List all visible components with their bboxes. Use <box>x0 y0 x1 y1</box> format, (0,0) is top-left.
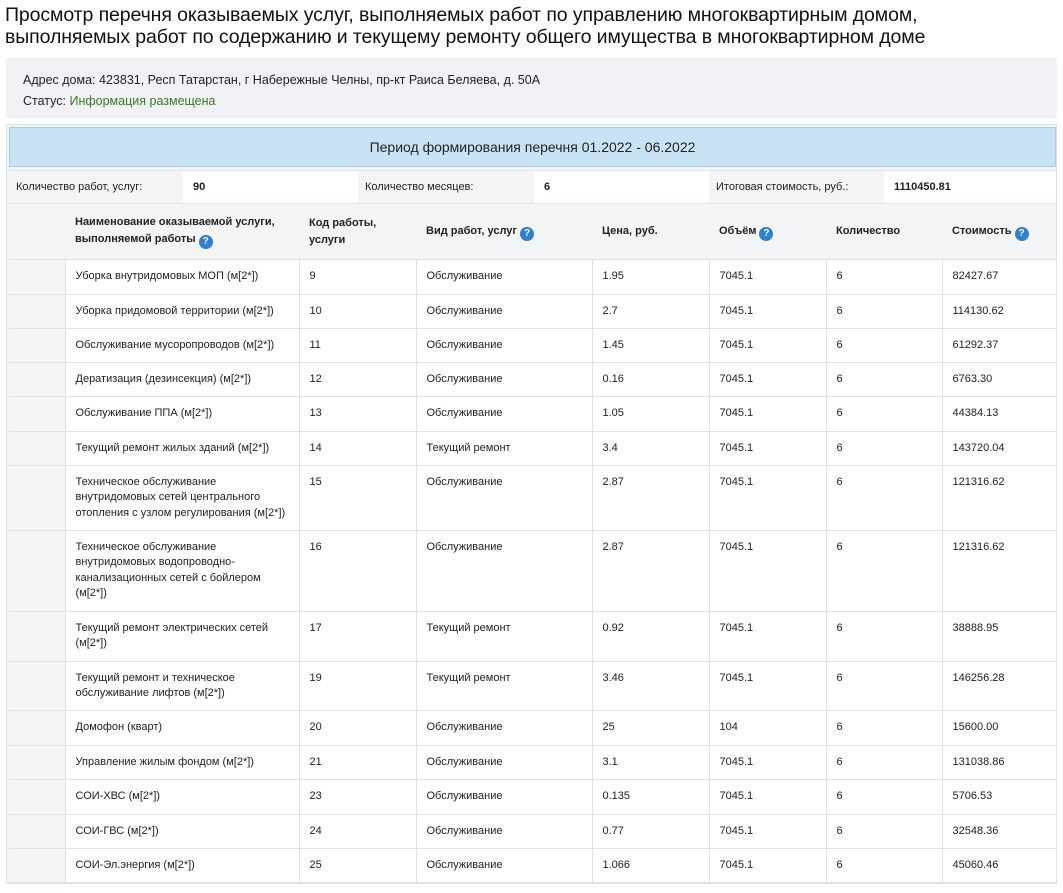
cell-volume: 7045.1 <box>709 611 826 661</box>
cell-type: Обслуживание <box>416 779 592 814</box>
cell-type: Текущий ремонт <box>416 431 592 465</box>
works-count-label: Количество работ, услуг: <box>9 171 183 203</box>
cell-name: Уборка придомовой территории (м[2*]) <box>65 294 299 328</box>
cell-cost: 82427.67 <box>942 259 1056 294</box>
works-count-value: 90 <box>183 171 358 203</box>
cell-price: 0.77 <box>592 814 709 848</box>
table-row <box>9 611 1056 661</box>
period-header: Период формирования перечня 01.2022 - 06.2022 <box>9 127 1056 167</box>
header-code <box>299 205 416 259</box>
cell-volume: 7045.1 <box>709 465 826 530</box>
cell-type: Обслуживание <box>416 710 592 745</box>
cell-name: СОИ-Эл.энергия (м[2*]) <box>65 848 299 882</box>
cell-price: 25 <box>592 710 709 745</box>
table-body <box>9 259 1056 882</box>
cell-code: 11 <box>299 328 416 362</box>
page-title-line-2: выполняемых работ по содержанию и текущему ремонту общего имущества в многоквартирном доме <box>5 26 926 48</box>
status-value: Информация размещена <box>69 94 216 108</box>
cell-qty: 6 <box>826 611 942 661</box>
address-line <box>23 70 1040 91</box>
cell-type: Обслуживание <box>416 745 592 779</box>
cell-qty: 6 <box>826 814 942 848</box>
total-cost-label: Итоговая стоимость, руб.: <box>709 171 884 203</box>
row-gutter <box>9 396 65 431</box>
table-row <box>9 814 1056 848</box>
header-qty-label: Количество <box>836 225 901 238</box>
cell-volume: 104 <box>709 710 826 745</box>
cell-volume: 7045.1 <box>709 661 826 710</box>
row-gutter <box>9 611 65 661</box>
table-row <box>9 259 1056 294</box>
months-count-value: 6 <box>534 171 709 203</box>
header-volume-label: Объём <box>719 224 757 237</box>
row-gutter <box>9 848 65 882</box>
cell-type: Обслуживание <box>416 294 592 328</box>
cell-qty: 6 <box>826 848 942 882</box>
cell-type: Текущий ремонт <box>416 661 592 710</box>
cell-type: Обслуживание <box>416 814 592 848</box>
months-count-label: Количество месяцев: <box>358 171 534 203</box>
row-gutter <box>9 328 65 362</box>
cell-qty: 6 <box>826 294 942 328</box>
cell-volume: 7045.1 <box>709 259 826 294</box>
row-gutter <box>9 362 65 396</box>
cell-volume: 7045.1 <box>709 814 826 848</box>
row-gutter <box>9 814 65 848</box>
cell-qty: 6 <box>826 431 942 465</box>
cell-name: СОИ-ГВС (м[2*]) <box>65 814 299 848</box>
cell-name: Домофон (кварт) <box>65 710 299 745</box>
table-row <box>9 779 1056 814</box>
cell-volume: 7045.1 <box>709 779 826 814</box>
cell-type: Обслуживание <box>416 848 592 882</box>
cell-cost: 15600.00 <box>942 710 1056 745</box>
cell-code: 23 <box>299 779 416 814</box>
table-row <box>9 328 1056 362</box>
cell-price: 1.066 <box>592 848 709 882</box>
cell-cost: 121316.62 <box>942 530 1056 611</box>
address-value: 423831, Респ Татарстан, г Набережные Челны, пр-кт Раиса Беляева, д. 50А <box>99 73 541 87</box>
help-icon[interactable]: ? <box>1015 227 1029 241</box>
header-type-label: Вид работ, услуг <box>426 224 517 237</box>
cell-code: 13 <box>299 396 416 431</box>
header-name-label: Наименование оказываемой услуги, выполняемой работы <box>75 216 275 246</box>
cell-price: 0.16 <box>592 362 709 396</box>
cell-price: 1.95 <box>592 259 709 294</box>
table-row <box>9 465 1056 530</box>
cell-type: Обслуживание <box>416 362 592 396</box>
cell-name: Текущий ремонт жилых зданий (м[2*]) <box>65 431 299 465</box>
header-name <box>65 205 299 259</box>
cell-cost: 5706.53 <box>942 779 1056 814</box>
table-row <box>9 848 1056 882</box>
header-qty <box>826 205 942 259</box>
cell-name: Техническое обслуживание внутридомовых водопроводно-канализационных сетей с бойлером (м[2*]) <box>65 530 299 611</box>
status-label: Статус: <box>23 94 66 108</box>
header-price-label: Цена, руб. <box>602 225 658 238</box>
summary-row <box>9 170 1056 204</box>
cell-cost: 44384.13 <box>942 396 1056 431</box>
page-title <box>5 4 1055 48</box>
row-gutter <box>9 710 65 745</box>
row-gutter <box>9 779 65 814</box>
row-gutter <box>9 431 65 465</box>
table-header-row <box>9 205 1056 259</box>
cell-type: Обслуживание <box>416 465 592 530</box>
cell-type: Обслуживание <box>416 328 592 362</box>
cell-cost: 32548.36 <box>942 814 1056 848</box>
house-info-panel <box>6 58 1057 118</box>
cell-qty: 6 <box>826 396 942 431</box>
cell-name: Текущий ремонт электрических сетей (м[2*]) <box>65 611 299 661</box>
cell-code: 19 <box>299 661 416 710</box>
cell-cost: 45060.46 <box>942 848 1056 882</box>
help-icon[interactable]: ? <box>199 235 213 249</box>
cell-qty: 6 <box>826 779 942 814</box>
cell-qty: 6 <box>826 530 942 611</box>
table-row <box>9 661 1056 710</box>
cell-type: Обслуживание <box>416 530 592 611</box>
cell-code: 25 <box>299 848 416 882</box>
services-table <box>9 205 1057 883</box>
cell-price: 3.1 <box>592 745 709 779</box>
table-row <box>9 530 1056 611</box>
cell-volume: 7045.1 <box>709 745 826 779</box>
help-icon[interactable]: ? <box>520 227 534 241</box>
cell-cost: 6763.30 <box>942 362 1056 396</box>
cell-qty: 6 <box>826 710 942 745</box>
cell-price: 0.92 <box>592 611 709 661</box>
row-gutter <box>9 745 65 779</box>
cell-cost: 146256.28 <box>942 661 1056 710</box>
row-gutter <box>9 661 65 710</box>
table-row <box>9 745 1056 779</box>
cell-code: 15 <box>299 465 416 530</box>
header-gutter <box>9 205 65 259</box>
cell-type: Обслуживание <box>416 259 592 294</box>
cell-price: 2.87 <box>592 465 709 530</box>
cell-code: 12 <box>299 362 416 396</box>
cell-cost: 61292.37 <box>942 328 1056 362</box>
header-price <box>592 205 709 259</box>
cell-price: 2.87 <box>592 530 709 611</box>
cell-price: 3.46 <box>592 661 709 710</box>
cell-code: 21 <box>299 745 416 779</box>
table-row <box>9 396 1056 431</box>
table-row <box>9 710 1056 745</box>
row-gutter <box>9 294 65 328</box>
cell-volume: 7045.1 <box>709 294 826 328</box>
cell-qty: 6 <box>826 328 942 362</box>
cell-price: 2.7 <box>592 294 709 328</box>
status-line <box>23 91 1040 112</box>
header-cost <box>942 205 1056 259</box>
cell-volume: 7045.1 <box>709 530 826 611</box>
cell-qty: 6 <box>826 259 942 294</box>
cell-cost: 121316.62 <box>942 465 1056 530</box>
cell-cost: 131038.86 <box>942 745 1056 779</box>
cell-volume: 7045.1 <box>709 431 826 465</box>
cell-qty: 6 <box>826 465 942 530</box>
cell-qty: 6 <box>826 661 942 710</box>
cell-code: 16 <box>299 530 416 611</box>
cell-code: 14 <box>299 431 416 465</box>
cell-name: Текущий ремонт и техническое обслуживание лифтов (м[2*]) <box>65 661 299 710</box>
row-gutter <box>9 259 65 294</box>
cell-code: 17 <box>299 611 416 661</box>
address-label: Адрес дома: <box>23 73 96 87</box>
cell-code: 24 <box>299 814 416 848</box>
cell-name: Дератизация (дезинсекция) (м[2*]) <box>65 362 299 396</box>
cell-name: Управление жилым фондом (м[2*]) <box>65 745 299 779</box>
cell-code: 9 <box>299 259 416 294</box>
help-icon[interactable]: ? <box>759 227 773 241</box>
header-code-label: Код работы, услуги <box>309 216 377 246</box>
cell-price: 1.05 <box>592 396 709 431</box>
cell-name: Техническое обслуживание внутридомовых сетей центрального отопления с узлом регулирования (м[2*]) <box>65 465 299 530</box>
cell-volume: 7045.1 <box>709 328 826 362</box>
cell-volume: 7045.1 <box>709 362 826 396</box>
cell-name: Уборка внутридомовых МОП (м[2*]) <box>65 259 299 294</box>
table-row <box>9 431 1056 465</box>
cell-type: Текущий ремонт <box>416 611 592 661</box>
cell-cost: 38888.95 <box>942 611 1056 661</box>
table-row <box>9 294 1056 328</box>
total-cost-value: 1110450.81 <box>884 171 1056 203</box>
cell-type: Обслуживание <box>416 396 592 431</box>
cell-code: 20 <box>299 710 416 745</box>
services-list-panel <box>6 124 1057 884</box>
cell-name: Обслуживание мусоропроводов (м[2*]) <box>65 328 299 362</box>
cell-qty: 6 <box>826 745 942 779</box>
cell-cost: 114130.62 <box>942 294 1056 328</box>
cell-volume: 7045.1 <box>709 848 826 882</box>
header-type <box>416 205 592 259</box>
cell-qty: 6 <box>826 362 942 396</box>
header-volume <box>709 205 826 259</box>
table-row <box>9 362 1056 396</box>
header-cost-label: Стоимость <box>952 224 1012 237</box>
page-title-line-1: Просмотр перечня оказываемых услуг, выполняемых работ по управлению многоквартирным домом, <box>5 4 918 26</box>
cell-name: Обслуживание ППА (м[2*]) <box>65 396 299 431</box>
row-gutter <box>9 530 65 611</box>
cell-price: 3.4 <box>592 431 709 465</box>
cell-price: 1.45 <box>592 328 709 362</box>
cell-code: 10 <box>299 294 416 328</box>
cell-volume: 7045.1 <box>709 396 826 431</box>
cell-cost: 143720.04 <box>942 431 1056 465</box>
row-gutter <box>9 465 65 530</box>
cell-price: 0.135 <box>592 779 709 814</box>
cell-name: СОИ-ХВС (м[2*]) <box>65 779 299 814</box>
